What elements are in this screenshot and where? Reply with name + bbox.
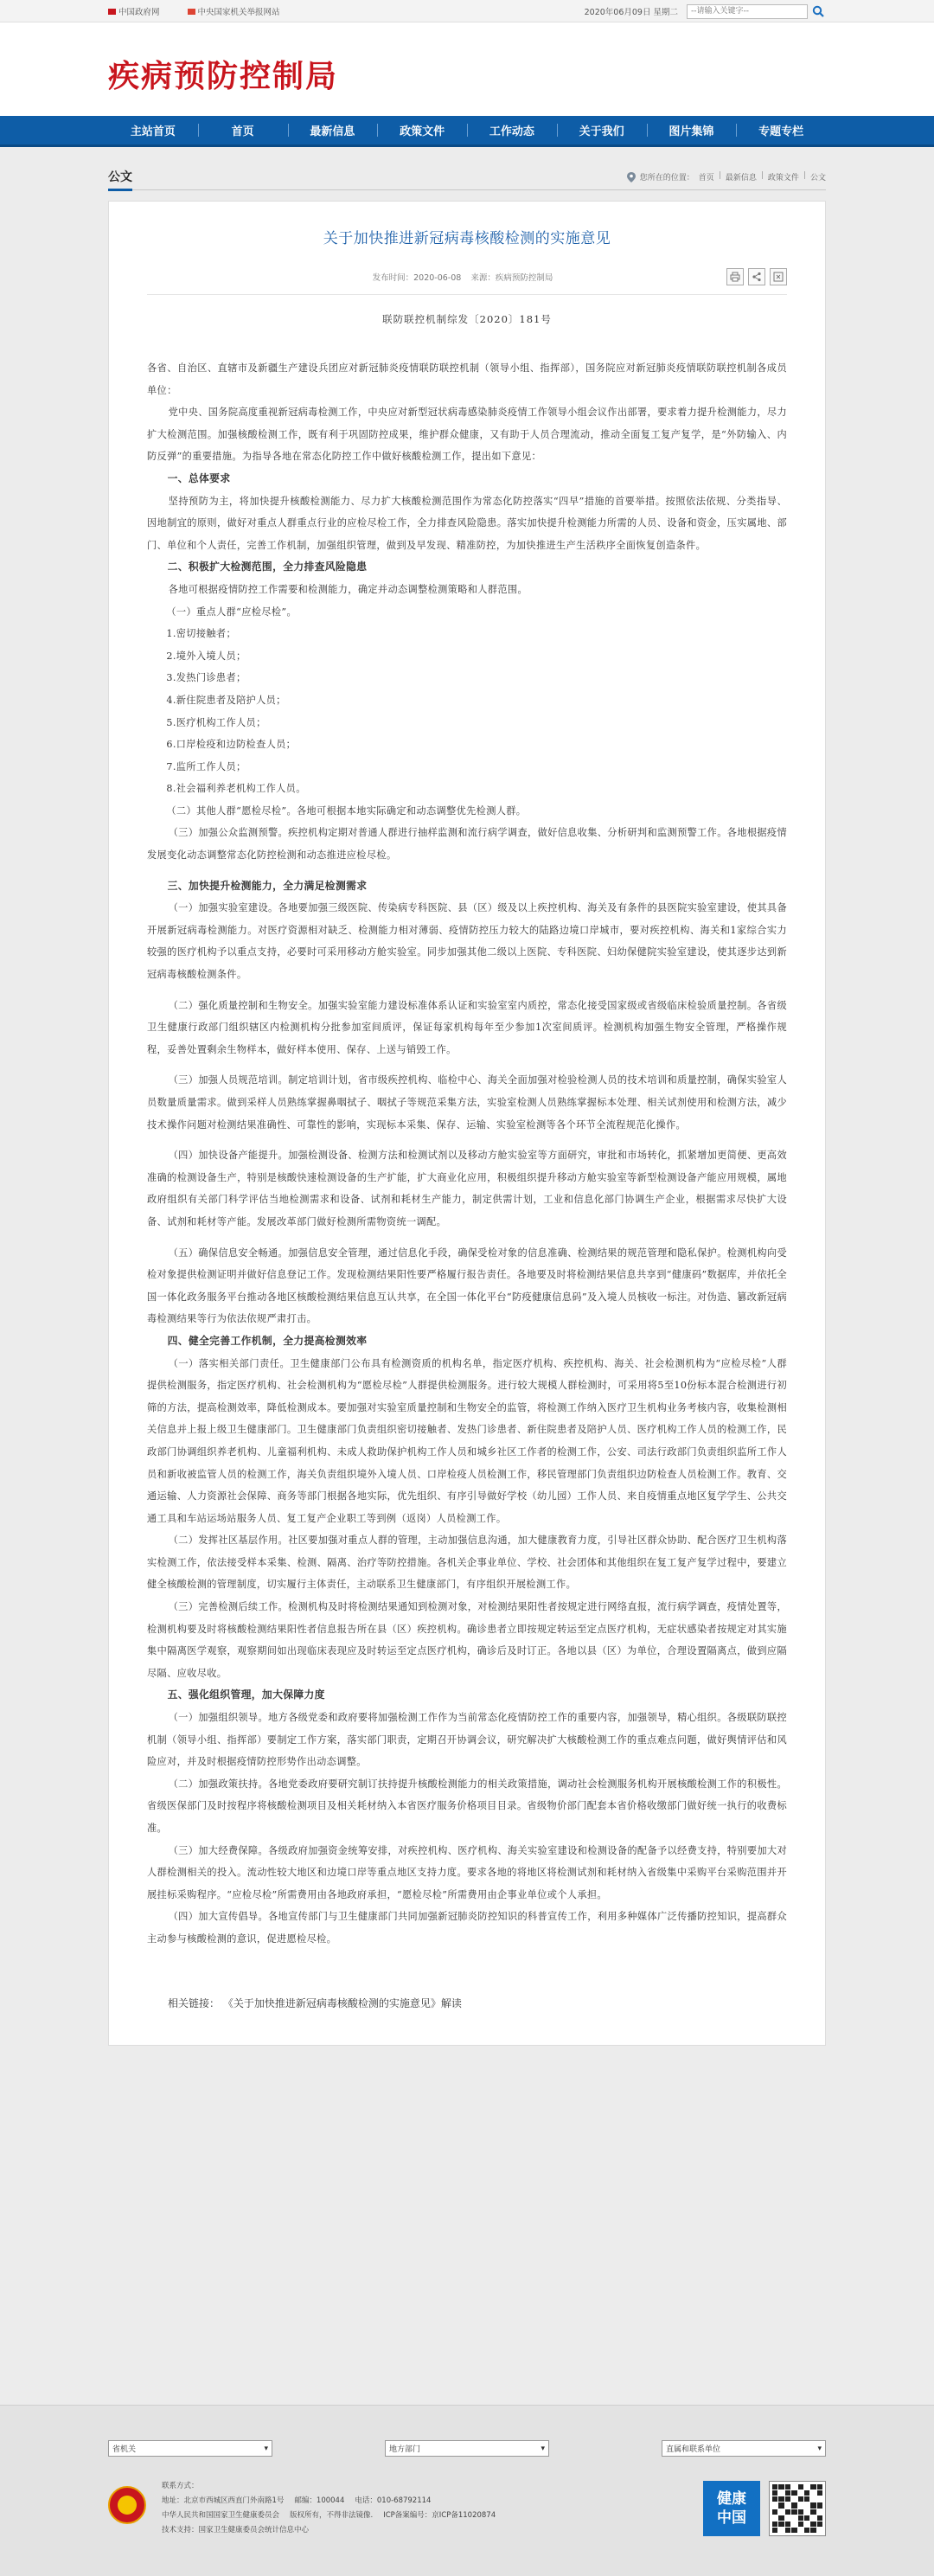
related-link-interpretation[interactable]: 《关于加快推进新冠病毒核酸检测的实施意见》解读 (222, 1996, 462, 2009)
report-icon (188, 9, 195, 15)
breadcrumb-separator: | (760, 171, 764, 180)
section-heading: 五、强化组织管理，加大保障力度 (167, 1688, 325, 1701)
list-item: 3.发热门诊患者； (166, 672, 246, 684)
main-nav (0, 116, 934, 147)
breadcrumb-separator: | (718, 171, 721, 180)
footer-select-0[interactable] (108, 2440, 272, 2457)
article-meta (147, 268, 787, 295)
paragraph: （二）强化质量控制和生物安全。加强实验室能力建设标准体系认证和实验室室内质控，常态化接受国家级或省级临床检验质量控制。各省级卫生健康行政部门组织辖区内检测机构分批参加室间质评，保证每家机构每年至少参加1次室间质评。检测机构加强生物安全管理，严格操作规程，妥善处置剩余生物样本，做好样本使用、保存、上送与销毁工作。 (147, 999, 787, 1055)
location-pin-icon (627, 172, 636, 183)
breadcrumb-prefix: 您所在的位置： (639, 174, 694, 183)
site-header (0, 22, 934, 116)
footer-rights: 版权所有，不得非法镜像. (290, 2511, 374, 2520)
close-icon (773, 272, 784, 282)
chevron-down-icon: ▾ (817, 2444, 822, 2453)
qr-code-icon (769, 2481, 826, 2536)
contact-title: 联系方式： (162, 2482, 199, 2490)
list-item: 4.新住院患者及陪护人员； (166, 694, 286, 706)
nav-item-0[interactable]: 主站首页 (130, 125, 176, 138)
section-heading: 四、健全完善工作机制，全力提高检测效率 (167, 1334, 368, 1347)
publish-date: 发布时间：2020-06-08 (372, 273, 462, 283)
paragraph: （三）完善检测后续工作。检测机构及时将检测结果通知到检测对象，对检测结果阳性者按规定进行网络直报，流行病学调查，疫情处置等，检测机构要及时将核酸检测结果阳性者信息报告所在县（区）疾控机构。确诊患者立即按规定转运至定点医疗机构，无症状感染者按规定对其实施集中隔离医学观察，观察期间如出现临床表现应及时转运至定点医疗机构，确诊后及时订正。各地以县（区）为单位，合理设置隔离点，做到应隔尽隔、应收尽收。 (147, 1601, 787, 1679)
paragraph: 各地可根据疫情防控工作需要和检测能力，确定并动态调整检测策略和人群范围。 (168, 583, 528, 595)
footer-tech-support: 技术支持：国家卫生健康委员会统计信息中心 (162, 2526, 310, 2534)
search-box (687, 3, 826, 19)
list-item: 5.医疗机构工作人员； (166, 716, 266, 728)
section-heading: 三、加快提升检测能力，全力满足检测需求 (167, 879, 368, 892)
article-title: 关于加快推进新冠病毒核酸检测的实施意见 (323, 230, 611, 247)
paragraph: （四）加快设备产能提升。加强检测设备、检测方法和检测试剂以及移动方舱实验室等方面研究，审批和市场转化，抓紧增加更简便、更高效准确的检测设备生产，特别是核酸快速检测设备的生产扩能，扩大商业化应用，积极组织提升移动方舱实验室等新型检测设备产能应用规模，属地政府组织有关部门科学评估当地检测需求和设备、试剂和耗材生产能力，制定供需计划，工业和信息化部门协调生产企业，根据需求尽快扩大设备、试剂和耗材等产能。发展改革部门做好检测所需物资统一调配。 (147, 1150, 787, 1227)
paragraph: （三）加强人员规范培训。制定培训计划，省市级疾控机构、临检中心、海关全面加强对检验检测人员的技术培训和质量控制，确保实验室人员数量质量需求。做到采样人员熟练掌握鼻咽拭子、咽拭子等规范采集方法，实验室检测人员熟练掌握标本处理、相关试剂使用和检测方法，减少技术操作问题对检测结果准确性、可靠性的影响，实现标本采集、保存、运输、实验室检测等各个环节全流程规范化操作。 (147, 1074, 787, 1131)
paragraph: （四）加大宣传倡导。各地宣传部门与卫生健康部门共同加强新冠肺炎防控知识的科普宣传工作，利用多种媒体广泛传播防控知识，提高群众主动参与核酸检测的意识，促进愿检尽检。 (147, 1911, 787, 1945)
paragraph: （三）加强公众监测预警。疾控机构定期对普通人群进行抽样监测和流行病学调查，做好信息收集、分析研判和监测预警工作。各地根据疫情发展变化动态调整常态化防控检测和动态推进应检尽检。 (147, 827, 787, 862)
article-source: 来源：疾病预防控制局 (470, 273, 553, 283)
related-links (147, 1996, 787, 2010)
top-utility-bar (0, 0, 934, 22)
footer-select-1[interactable] (385, 2440, 549, 2457)
article-panel (108, 201, 826, 2046)
paragraph: （一）加强实验室建设。各地要加强三级医院、传染病专科医院、县（区）级及以上疾控机构、海关及有条件的县医院实验室建设，使其具备开展新冠病毒检测能力。对医疗资源相对缺乏、检测能力相对薄弱、疫情防控压力较大的陆路边境口岸城市，要对疾控机构、海关和1家综合实力较强的医疗机构予以重点支持，必要时可采用移动方舱实验室。同步加强其他二级以上医院、专科医院、妇幼保健院实验室建设，使其逐步达到新冠病毒核酸检测条件。 (147, 902, 787, 981)
related-label: 相关链接： (168, 1996, 221, 2009)
nav-item-5[interactable]: 关于我们 (557, 116, 647, 144)
share-icon (752, 272, 762, 282)
gov-site-link[interactable] (108, 5, 160, 17)
nav-item-3[interactable]: 政策文件 (377, 116, 467, 144)
paragraph: （二）加强政策扶持。各地党委政府要研究制订扶持提升核酸检测能力的相关政策措施，调动社会检测服务机构开展核酸检测工作的积极性。省级医保部门及时按程序将核酸检测项目及相关耗材纳入本省医疗服务价格项目目录。省级物价部门配套本省价格收缴部门做好统一执行的收费标准。 (147, 1778, 787, 1834)
nav-item-2[interactable]: 最新信息 (288, 116, 378, 144)
chevron-down-icon: ▾ (541, 2444, 545, 2453)
footer-select-label: 省机关 (112, 2445, 137, 2454)
nav-item-6[interactable]: 图片集锦 (647, 116, 737, 144)
footer-select-label: 地方部门 (389, 2445, 421, 2454)
search-icon (812, 5, 824, 17)
list-item: 6.口岸检疫和边防检查人员； (166, 739, 297, 751)
breadcrumb (627, 171, 826, 183)
badge-line-1: 健康 (717, 2490, 746, 2508)
print-icon (730, 272, 740, 282)
footer-icp[interactable]: ICP备案编号：京ICP备11020874 (383, 2511, 496, 2520)
footer-select-2[interactable] (662, 2440, 826, 2457)
section-title: 公文 (108, 168, 132, 191)
footer-postcode: 邮编：100044 (294, 2496, 345, 2505)
section-heading: 二、积极扩大检测范围，全力排查风险隐患 (167, 561, 368, 574)
national-emblem-icon (108, 2486, 146, 2524)
site-logo[interactable]: 疾病预防控制局 (108, 58, 339, 94)
footer-sponsor: 中华人民共和国国家卫生健康委员会 (162, 2511, 280, 2520)
paragraph: 各省、自治区、直辖市及新疆生产建设兵团应对新冠肺炎疫情联防联控机制（领导小组、指挥部），国务院应对新冠肺炎疫情联防联控机制各成员单位： (147, 362, 787, 396)
report-site-link[interactable] (188, 5, 280, 17)
list-item: （一）重点人群“应检尽检”。 (166, 606, 297, 618)
footer-select-label: 直属和联系单位 (666, 2445, 721, 2454)
article-tools (726, 268, 787, 285)
paragraph: 坚持预防为主，将加快提升核酸检测能力、尽力扩大核酸检测范围作为常态化防控落实“四早”措施的首要举措。按照依法依规、分类指导、因地制宜的原则，做好对重点人群重点行业的应检尽检工作，全力排查风险隐患。落实加快提升检测能力所需的人员、设备和资金，压实属地、部门、单位和个人责任，完善工作机制，加强组织管理，做到及早发现、精准防控，为加快推进生产生活秩序全面恢复创造条件。 (147, 495, 787, 551)
list-item: （二）其他人群“愿检尽检”。各地可根据本地实际确定和动态调整优先检测人群。 (166, 804, 527, 817)
print-button[interactable] (726, 268, 744, 285)
list-item: 2.境外入境人员； (166, 650, 246, 662)
breadcrumb-item: 公文 (809, 174, 826, 183)
paragraph: （五）确保信息安全畅通。加强信息安全管理，通过信息化手段，确保受检对象的信息准确、检测结果的规范管理和隐私保护。检测机构向受检对象提供检测证明并做好信息登记工作。发现检测结果阳性要严格履行报告责任。各地要及时将检测结果信息共享到“健康码”数据库，并依托全国一体化政务服务平台推动各地区核酸检测结果信息互认共享，在全国一体化平台“防疫健康信息码”及入境人员核收一标注。对伪造、篡改新冠病毒检测结果等行为依法依规严肃打击。 (147, 1246, 787, 1325)
gov-site-link-label: 中国政府网 (118, 8, 160, 17)
nav-item-4[interactable]: 工作动态 (467, 116, 557, 144)
footer-phone: 电话：010-68792114 (355, 2496, 432, 2505)
document-number: 联防联控机制综发〔2020〕181号 (382, 313, 552, 325)
breadcrumb-bar (108, 164, 826, 190)
section-heading: 一、总体要求 (167, 471, 231, 484)
flag-icon (108, 9, 116, 15)
site-footer (0, 2405, 934, 2576)
paragraph: （一）落实相关部门责任。卫生健康部门公布具有检测资质的机构名单，指定医疗机构、疾控机构、海关、社会检测机构为“应检尽检”人群提供检测服务，指定医疗机构、社会检测机构为“愿检尽检”人群提供检测服务。进行较大规模人群检测时，可采用将5至10份标本混合检测进行初筛的方法，提高检测效率，降低检测成本。要加强对实验室质量控制和生物安全的监管，将检测工作纳入医疗卫生机构业务考核内容，收集检测相关信息并上报上级卫生健康部门。卫生健康部门负责组织密切接触者、发热门诊患者、新住院患者及陪护人员、医疗机构工作人员的检测工作，民政部门协调组织养老机构、儿童福利机构、未成人救助保护机构工作人员和城乡社区工作者的检测工作，公安、司法行政部门负责组织监所工作人员和新收被监管人员的检测工作，海关负责组织境外入境人员、口岸检疫人员检测工作，移民管理部门负责组织边防检查人员检测工作。教育、交通运输、人力资源社会保障、商务等部门根据各地实际，优先组织、有序引导做好学校（幼儿园）工作人员、来自疫情重点地区复学学生、公共交通工具和车站运场站服务人员、复工复产企业职工等到例（返岗）人员检测工作。 (147, 1357, 787, 1524)
list-item: 7.监所工作人员； (166, 760, 246, 772)
close-window-button[interactable] (770, 268, 787, 285)
breadcrumb-item[interactable]: 首页 (698, 174, 714, 183)
footer-info (162, 2479, 506, 2538)
paragraph: （一）加强组织领导。地方各级党委和政府要将加强检测工作作为当前常态化疫情防控工作的重要内容，加强领导，精心组织。各级联防联控机制（领导小组、指挥部）要制定工作方案，落实部门职责，定期召开协调会议，研究解决扩大核酸检测工作的重点难点问题，做好舆情评估和风险应对，并及时根据疫情防控形势作出动态调整。 (147, 1712, 787, 1768)
breadcrumb-item[interactable]: 政策文件 (767, 174, 799, 183)
share-button[interactable] (748, 268, 765, 285)
footer-address: 地址：北京市西城区西直门外南路1号 (162, 2496, 285, 2505)
breadcrumb-separator: | (803, 171, 806, 180)
chevron-down-icon: ▾ (264, 2444, 268, 2453)
nav-item-1[interactable]: 首页 (198, 116, 288, 144)
healthy-china-badge[interactable] (703, 2481, 760, 2536)
nav-item-7[interactable]: 专题专栏 (736, 116, 826, 144)
badge-line-2: 中国 (717, 2509, 746, 2527)
paragraph: （三）加大经费保障。各级政府加强资金统筹安排，对疾控机构、医疗机构、海关实验室建设和检测设备的配备予以经费支持，特别要加大对人群检测相关的投入。流动性较大地区和边境口岸等重点地区支持力度。要求各地的将地区将检测试剂和耗材纳入省级集中采购平台采购范围并开展挂标采购程序。“应检尽检”所需费用由各地政府承担，“愿检尽检”所需费用由企事业单位或个人承担。 (147, 1844, 787, 1900)
search-input[interactable] (687, 4, 808, 19)
list-item: 8.社会福利养老机构工作人员。 (166, 783, 306, 795)
breadcrumb-item[interactable]: 最新信息 (725, 174, 757, 183)
list-item: 1.密切接触者； (166, 628, 236, 640)
article-body (147, 357, 787, 1951)
current-date: 2020年06月09日 星期二 (584, 8, 678, 17)
search-button[interactable] (810, 3, 826, 19)
paragraph: （二）发挥社区基层作用。社区要加强对重点人群的管理，主动加强信息沟通，加大健康教育力度，引导社区群众协助、配合医疗卫生机构落实检测工作，依法接受样本采集、检测、隔离、治疗等防控措施。各机关企事业单位、学校、社会团体和其他组织在复工复产复学过程中，要建立健全核酸检测的管理制度，切实履行主体责任，主动联系卫生健康部门，有序组织开展检测工作。 (147, 1535, 787, 1591)
report-site-link-label: 中央国家机关举报网站 (197, 8, 280, 17)
paragraph: 党中央、国务院高度重视新冠病毒检测工作，中央应对新型冠状病毒感染肺炎疫情工作领导小组会议作出部署，要求着力提升检测能力，尽力扩大检测范围。加强核酸检测工作，既有利于巩固防控成果，维护群众健康，又有助于人员合理流动，推动全面复工复产复学，是“外防输入、内防反弹”的重要措施。为指导各地在常态化防控工作中做好核酸检测工作，提出如下意见： (147, 407, 787, 463)
